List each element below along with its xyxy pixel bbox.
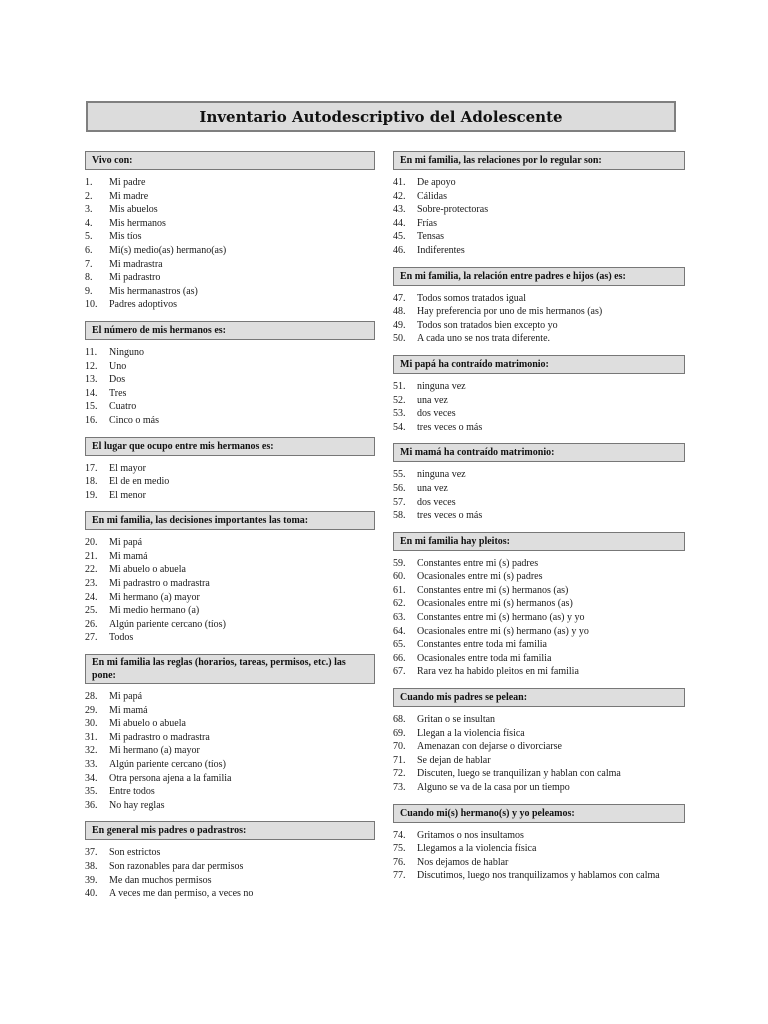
option-text: Mi hermano (a) mayor bbox=[109, 591, 200, 603]
option-text: Cálidas bbox=[417, 190, 447, 202]
option-item[interactable] bbox=[85, 230, 375, 244]
option-number: 32. bbox=[85, 745, 98, 757]
option-item[interactable] bbox=[393, 781, 685, 795]
option-number: 26. bbox=[85, 618, 98, 630]
option-text: Ocasionales entre mi (s) hermano (as) y yo bbox=[417, 625, 589, 637]
option-item[interactable] bbox=[85, 203, 375, 217]
option-item[interactable] bbox=[85, 414, 375, 428]
question-section bbox=[393, 532, 685, 679]
option-item[interactable] bbox=[85, 772, 375, 786]
option-text: Mi madrastra bbox=[109, 258, 163, 270]
option-item[interactable] bbox=[393, 611, 685, 625]
option-item[interactable] bbox=[393, 230, 685, 244]
option-list bbox=[393, 176, 685, 258]
right-column bbox=[393, 151, 685, 883]
option-text: tres veces o más bbox=[417, 421, 483, 433]
option-item[interactable] bbox=[85, 400, 375, 414]
option-item[interactable] bbox=[393, 597, 685, 611]
question-section bbox=[393, 804, 685, 883]
option-number: 45. bbox=[393, 231, 406, 243]
option-item[interactable] bbox=[85, 244, 375, 258]
section-gap bbox=[85, 428, 375, 437]
option-list bbox=[393, 380, 685, 434]
option-number: 65. bbox=[393, 639, 406, 651]
option-number: 60. bbox=[393, 571, 406, 583]
section-header: El número de mis hermanos es: bbox=[85, 321, 375, 340]
section-header: Cuando mi(s) hermano(s) y yo peleamos: bbox=[393, 804, 685, 823]
option-text: Mi medio hermano (a) bbox=[109, 605, 200, 617]
section-header: Cuando mis padres se pelean: bbox=[393, 688, 685, 707]
option-number: 27. bbox=[85, 632, 98, 644]
option-item[interactable] bbox=[85, 462, 375, 476]
option-number: 20. bbox=[85, 537, 98, 549]
option-item[interactable] bbox=[85, 298, 375, 312]
option-number: 37. bbox=[85, 847, 98, 859]
option-item[interactable] bbox=[393, 305, 685, 319]
option-number: 36. bbox=[85, 799, 98, 811]
option-text: Mi papá bbox=[109, 691, 143, 703]
option-text: una vez bbox=[417, 482, 448, 494]
section-gap bbox=[393, 346, 685, 355]
option-number: 56. bbox=[393, 482, 406, 494]
option-text: El menor bbox=[109, 489, 146, 501]
option-number: 43. bbox=[393, 204, 406, 216]
option-text: Gritamos o nos insultamos bbox=[417, 829, 524, 841]
option-number: 70. bbox=[393, 741, 406, 753]
option-text: Constantes entre toda mi familia bbox=[417, 639, 547, 651]
option-text: Discutimos, luego nos tranquilizamos y hablamos con calma bbox=[417, 870, 660, 882]
option-text: Mi padrastro o madrastra bbox=[109, 731, 210, 743]
option-number: 2. bbox=[85, 190, 93, 202]
option-text: Sobre-protectoras bbox=[417, 204, 489, 216]
option-item[interactable] bbox=[393, 652, 685, 666]
option-text: Llegan a la violencia física bbox=[417, 727, 525, 739]
option-item[interactable] bbox=[393, 244, 685, 258]
option-text: El de en medio bbox=[109, 476, 170, 488]
option-item[interactable] bbox=[393, 176, 685, 190]
question-section bbox=[393, 688, 685, 795]
option-item[interactable] bbox=[393, 380, 685, 394]
option-text: Mi padrastro bbox=[109, 272, 161, 284]
option-text: Dos bbox=[109, 374, 126, 386]
option-item[interactable] bbox=[393, 727, 685, 741]
section-header: En mi familia hay pleitos: bbox=[393, 532, 685, 551]
option-text: Nos dejamos de hablar bbox=[417, 856, 509, 868]
option-number: 33. bbox=[85, 759, 98, 770]
option-text: Mi abuelo o abuela bbox=[109, 718, 186, 730]
option-number: 17. bbox=[85, 462, 98, 474]
section-header: Mi papá ha contraído matrimonio: bbox=[393, 355, 685, 374]
option-item[interactable] bbox=[85, 704, 375, 718]
option-text: Ocasionales entre mi (s) padres bbox=[417, 571, 543, 583]
option-item[interactable] bbox=[393, 638, 685, 652]
option-text: dos veces bbox=[417, 408, 456, 420]
option-text: Alguno se va de la casa por un tiempo bbox=[417, 782, 570, 793]
section-gap bbox=[85, 645, 375, 654]
option-number: 18. bbox=[85, 476, 98, 488]
option-item[interactable] bbox=[393, 740, 685, 754]
option-number: 49. bbox=[393, 319, 406, 331]
question-section bbox=[85, 511, 375, 645]
option-number: 55. bbox=[393, 469, 406, 481]
option-number: 76. bbox=[393, 856, 406, 868]
option-number: 10. bbox=[85, 299, 98, 311]
option-number: 63. bbox=[393, 612, 406, 624]
option-item[interactable] bbox=[85, 563, 375, 577]
question-section bbox=[85, 437, 375, 503]
option-item[interactable] bbox=[393, 468, 685, 482]
option-text: Mi(s) medio(as) hermano(as) bbox=[109, 244, 227, 256]
option-number: 22. bbox=[85, 564, 98, 576]
option-number: 39. bbox=[85, 874, 98, 886]
option-number: 75. bbox=[393, 843, 406, 855]
option-text: Mis hermanastros (as) bbox=[109, 285, 198, 297]
option-number: 9. bbox=[85, 285, 93, 297]
option-item[interactable] bbox=[85, 346, 375, 360]
option-item[interactable] bbox=[85, 744, 375, 758]
option-text: Son estrictos bbox=[109, 847, 161, 859]
question-section bbox=[85, 321, 375, 428]
option-number: 5. bbox=[85, 231, 93, 243]
option-item[interactable] bbox=[393, 407, 685, 421]
option-text: El mayor bbox=[109, 462, 146, 474]
option-number: 69. bbox=[393, 727, 406, 739]
option-number: 59. bbox=[393, 557, 406, 569]
option-number: 40. bbox=[85, 888, 98, 900]
option-number: 31. bbox=[85, 731, 98, 743]
option-item[interactable] bbox=[85, 758, 375, 772]
section-gap bbox=[393, 523, 685, 532]
option-number: 68. bbox=[393, 714, 406, 726]
option-text: Mi abuelo o abuela bbox=[109, 564, 186, 576]
option-text: No hay reglas bbox=[109, 799, 165, 811]
option-text: Constantes entre mi (s) hermanos (as) bbox=[417, 584, 569, 596]
option-text: Gritan o se insultan bbox=[417, 714, 496, 726]
option-text: Todos son tratados bien excepto yo bbox=[417, 319, 558, 331]
option-item[interactable] bbox=[393, 496, 685, 510]
option-number: 34. bbox=[85, 772, 98, 784]
option-number: 73. bbox=[393, 782, 406, 793]
option-item[interactable] bbox=[85, 387, 375, 401]
option-text: Mi papá bbox=[109, 537, 143, 549]
option-number: 67. bbox=[393, 666, 406, 678]
option-list bbox=[85, 462, 375, 503]
section-header: En mi familia, las relaciones por lo regular son: bbox=[393, 151, 685, 170]
option-number: 66. bbox=[393, 652, 406, 664]
option-item[interactable] bbox=[85, 285, 375, 299]
option-item[interactable] bbox=[393, 767, 685, 781]
option-text: Indiferentes bbox=[417, 244, 465, 256]
option-text: Mis tíos bbox=[109, 231, 142, 243]
option-number: 25. bbox=[85, 605, 98, 617]
question-section bbox=[85, 151, 375, 312]
option-number: 52. bbox=[393, 394, 406, 406]
option-number: 19. bbox=[85, 489, 98, 501]
option-text: Uno bbox=[109, 360, 127, 372]
option-text: Frías bbox=[417, 217, 437, 229]
option-item[interactable] bbox=[393, 203, 685, 217]
option-item[interactable] bbox=[85, 631, 375, 645]
option-number: 15. bbox=[85, 401, 98, 413]
option-number: 29. bbox=[85, 704, 98, 716]
option-text: Mi mamá bbox=[109, 704, 148, 716]
option-number: 42. bbox=[393, 190, 406, 202]
option-number: 54. bbox=[393, 421, 406, 433]
option-number: 62. bbox=[393, 598, 406, 610]
option-item[interactable] bbox=[85, 373, 375, 387]
option-item[interactable] bbox=[393, 856, 685, 870]
option-item[interactable] bbox=[85, 577, 375, 591]
option-number: 48. bbox=[393, 306, 406, 318]
option-item[interactable] bbox=[85, 360, 375, 374]
option-item[interactable] bbox=[85, 860, 375, 874]
question-section bbox=[393, 151, 685, 258]
option-number: 57. bbox=[393, 496, 406, 508]
option-number: 77. bbox=[393, 870, 406, 882]
page-title: Inventario Autodescriptivo del Adolescente bbox=[199, 107, 563, 126]
section-gap bbox=[393, 434, 685, 443]
option-list bbox=[85, 176, 375, 312]
option-item[interactable] bbox=[85, 887, 375, 901]
section-gap bbox=[85, 502, 375, 511]
option-item[interactable] bbox=[393, 190, 685, 204]
option-text: A cada uno se nos trata diferente. bbox=[417, 333, 551, 345]
option-text: Cuatro bbox=[109, 401, 137, 413]
option-list bbox=[85, 536, 375, 645]
option-number: 6. bbox=[85, 244, 93, 256]
option-item[interactable] bbox=[393, 869, 685, 883]
option-number: 4. bbox=[85, 217, 93, 229]
option-item[interactable] bbox=[393, 509, 685, 523]
option-item[interactable] bbox=[393, 482, 685, 496]
option-number: 44. bbox=[393, 217, 406, 229]
option-number: 50. bbox=[393, 333, 406, 345]
left-column bbox=[85, 151, 375, 901]
option-item[interactable] bbox=[85, 604, 375, 618]
option-item[interactable] bbox=[85, 799, 375, 813]
option-list bbox=[393, 292, 685, 346]
section-header: En general mis padres o padrastros: bbox=[85, 821, 375, 840]
section-header: Vivo con: bbox=[85, 151, 375, 170]
option-number: 11. bbox=[85, 346, 98, 358]
option-item[interactable] bbox=[85, 489, 375, 503]
option-number: 1. bbox=[85, 177, 93, 188]
option-number: 23. bbox=[85, 578, 98, 590]
option-number: 30. bbox=[85, 718, 98, 730]
option-item[interactable] bbox=[85, 717, 375, 731]
option-list bbox=[393, 557, 685, 679]
option-text: Rara vez ha habido pleitos en mi familia bbox=[417, 666, 579, 678]
option-text: Entre todos bbox=[109, 786, 155, 798]
option-text: Llegamos a la violencia física bbox=[417, 843, 537, 855]
option-number: 7. bbox=[85, 258, 93, 270]
option-item[interactable] bbox=[85, 271, 375, 285]
option-item[interactable] bbox=[85, 550, 375, 564]
option-list bbox=[85, 346, 375, 428]
option-item[interactable] bbox=[85, 258, 375, 272]
option-text: Se dejan de hablar bbox=[417, 754, 491, 766]
option-number: 24. bbox=[85, 591, 98, 603]
option-text: Mi madre bbox=[109, 190, 149, 202]
option-number: 61. bbox=[393, 584, 406, 596]
option-item[interactable] bbox=[393, 421, 685, 435]
option-number: 51. bbox=[393, 380, 406, 392]
option-text: Constantes entre mi (s) hermano (as) y yo bbox=[417, 612, 585, 624]
option-number: 47. bbox=[393, 292, 406, 304]
option-text: tres veces o más bbox=[417, 510, 483, 522]
option-item[interactable] bbox=[393, 292, 685, 306]
option-text: Tres bbox=[109, 387, 127, 399]
option-item[interactable] bbox=[85, 846, 375, 860]
option-item[interactable] bbox=[393, 829, 685, 843]
option-item[interactable] bbox=[393, 713, 685, 727]
option-number: 64. bbox=[393, 625, 406, 637]
option-text: Mis hermanos bbox=[109, 217, 166, 229]
option-text: Otra persona ajena a la familia bbox=[109, 772, 232, 784]
question-section bbox=[393, 355, 685, 434]
option-item[interactable] bbox=[393, 332, 685, 346]
option-item[interactable] bbox=[85, 618, 375, 632]
option-text: Todos somos tratados igual bbox=[417, 292, 527, 304]
option-number: 16. bbox=[85, 414, 98, 426]
option-number: 3. bbox=[85, 204, 93, 216]
option-item[interactable] bbox=[85, 190, 375, 204]
option-list bbox=[393, 468, 685, 522]
option-text: Ocasionales entre toda mi familia bbox=[417, 652, 552, 664]
option-item[interactable] bbox=[393, 570, 685, 584]
option-text: Constantes entre mi (s) padres bbox=[417, 557, 539, 569]
option-number: 13. bbox=[85, 374, 98, 386]
option-text: Mi padre bbox=[109, 177, 146, 188]
option-item[interactable] bbox=[85, 475, 375, 489]
option-number: 12. bbox=[85, 360, 98, 372]
option-item[interactable] bbox=[393, 319, 685, 333]
option-item[interactable] bbox=[85, 785, 375, 799]
option-text: De apoyo bbox=[417, 177, 456, 188]
option-item[interactable] bbox=[85, 874, 375, 888]
section-header: En mi familia las reglas (horarios, tareas, permisos, etc.) las pone: bbox=[85, 654, 375, 684]
option-item[interactable] bbox=[393, 557, 685, 571]
option-number: 53. bbox=[393, 408, 406, 420]
title-banner bbox=[86, 101, 676, 132]
option-item[interactable] bbox=[85, 690, 375, 704]
option-number: 8. bbox=[85, 272, 93, 284]
option-item[interactable] bbox=[85, 591, 375, 605]
option-item[interactable] bbox=[393, 217, 685, 231]
option-number: 41. bbox=[393, 177, 406, 188]
option-item[interactable] bbox=[393, 665, 685, 679]
option-text: Todos bbox=[109, 632, 134, 644]
section-header: El lugar que ocupo entre mis hermanos es: bbox=[85, 437, 375, 456]
option-item[interactable] bbox=[393, 842, 685, 856]
section-gap bbox=[393, 258, 685, 267]
option-item[interactable] bbox=[85, 731, 375, 745]
option-text: Mi hermano (a) mayor bbox=[109, 745, 200, 757]
option-text: Cinco o más bbox=[109, 414, 159, 426]
option-text: Padres adoptivos bbox=[109, 299, 178, 311]
option-number: 14. bbox=[85, 387, 98, 399]
option-number: 35. bbox=[85, 786, 98, 798]
question-section bbox=[393, 443, 685, 522]
option-number: 38. bbox=[85, 860, 98, 872]
option-text: Ocasionales entre mi (s) hermanos (as) bbox=[417, 598, 573, 610]
option-list bbox=[85, 690, 375, 812]
section-gap bbox=[85, 312, 375, 321]
section-header: Mi mamá ha contraído matrimonio: bbox=[393, 443, 685, 462]
option-text: Ninguno bbox=[109, 346, 144, 358]
option-text: Me dan muchos permisos bbox=[109, 874, 212, 886]
option-text: ninguna vez bbox=[417, 380, 466, 392]
option-item[interactable] bbox=[393, 625, 685, 639]
section-gap bbox=[393, 795, 685, 804]
section-gap bbox=[393, 679, 685, 688]
option-text: Mis abuelos bbox=[109, 204, 158, 216]
option-item[interactable] bbox=[85, 176, 375, 190]
option-item[interactable] bbox=[393, 394, 685, 408]
option-item[interactable] bbox=[85, 217, 375, 231]
option-number: 71. bbox=[393, 754, 406, 766]
option-item[interactable] bbox=[393, 754, 685, 768]
option-number: 46. bbox=[393, 244, 406, 256]
option-text: Tensas bbox=[417, 231, 445, 243]
option-text: Son razonables para dar permisos bbox=[109, 860, 244, 872]
option-text: Amenazan con dejarse o divorciarse bbox=[417, 741, 562, 753]
option-list bbox=[85, 846, 375, 900]
option-number: 58. bbox=[393, 510, 406, 522]
option-text: Algún pariente cercano (tíos) bbox=[109, 759, 226, 770]
question-section bbox=[393, 267, 685, 346]
question-section bbox=[85, 821, 375, 900]
option-number: 74. bbox=[393, 829, 406, 841]
question-section bbox=[85, 654, 375, 812]
option-text: Algún pariente cercano (tíos) bbox=[109, 618, 226, 630]
option-text: una vez bbox=[417, 394, 448, 406]
option-text: Discuten, luego se tranquilizan y hablan con calma bbox=[417, 768, 621, 780]
option-text: dos veces bbox=[417, 496, 456, 508]
option-number: 28. bbox=[85, 691, 98, 703]
option-number: 21. bbox=[85, 550, 98, 562]
option-number: 72. bbox=[393, 768, 406, 780]
option-item[interactable] bbox=[393, 584, 685, 598]
option-text: A veces me dan permiso, a veces no bbox=[109, 888, 254, 900]
option-text: ninguna vez bbox=[417, 469, 466, 481]
option-text: Hay preferencia por uno de mis hermanos (as) bbox=[417, 306, 603, 318]
option-list bbox=[393, 713, 685, 795]
option-text: Mi padrastro o madrastra bbox=[109, 578, 210, 590]
section-header: En mi familia, las decisiones importantes las toma: bbox=[85, 511, 375, 530]
option-list bbox=[393, 829, 685, 883]
section-header: En mi familia, la relación entre padres e hijos (as) es: bbox=[393, 267, 685, 286]
option-item[interactable] bbox=[85, 536, 375, 550]
option-text: Mi mamá bbox=[109, 550, 148, 562]
section-gap bbox=[85, 812, 375, 821]
